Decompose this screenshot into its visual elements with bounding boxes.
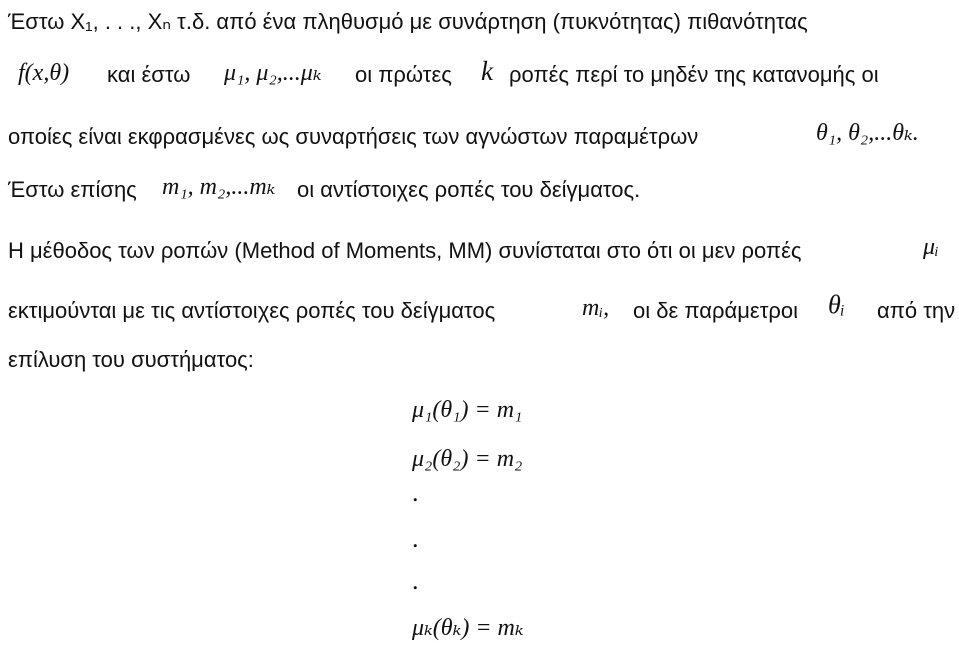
line6-text-b: οι δε παράμετροι xyxy=(633,298,799,323)
equation-2: μ₂(θ₂) = m₂ xyxy=(412,446,523,472)
line2-text-c: ροπές περί το μηδέν της κατανομής οι xyxy=(509,62,879,87)
math-pdf: f(x,θ) xyxy=(18,60,70,86)
line3-text: οποίες είναι εκφρασμένες ως συναρτήσεις των αγνώστων παραμέτρων xyxy=(8,124,699,149)
line2-text-b: οι πρώτες xyxy=(355,62,452,87)
math-population-moments: μ₁, μ₂,...μₖ xyxy=(224,60,322,86)
equation-1: μ₁(θ₁) = m₁ xyxy=(412,397,523,423)
equation-k: μₖ(θₖ) = mₖ xyxy=(412,615,524,641)
line5-text: Η μέθοδος των ροπών (Method of Moments, MM) συνίσταται στο ότι οι μεν ροπές xyxy=(8,238,802,263)
ellipsis-dot-3: . xyxy=(412,566,419,595)
line6-text-c: από την xyxy=(877,298,956,323)
ellipsis-dot-2: . xyxy=(412,524,419,553)
line6-text-a: εκτιμούνται με τις αντίστοιχες ροπές του δείγματος xyxy=(8,298,496,323)
math-parameters: θ₁, θ₂,...θₖ. xyxy=(816,120,919,146)
math-k: k xyxy=(481,56,493,86)
math-m-i: mᵢ, xyxy=(582,295,610,321)
line2-text-a: και έστω xyxy=(107,62,191,87)
line1-text: Έστω X₁, . . ., Xₙ τ.δ. από ένα πληθυσμό με συνάρτηση (πυκνότητας) πιθανότητας xyxy=(8,9,808,34)
math-theta-i: θᵢ xyxy=(828,290,845,319)
math-mu-i: μᵢ xyxy=(923,234,939,260)
line7-text: επίλυση του συστήματος: xyxy=(8,347,254,372)
ellipsis-dot-1: . xyxy=(412,478,419,507)
line4-text-b: οι αντίστοιχες ροπές του δείγματος. xyxy=(297,177,641,202)
math-sample-moments: m₁, m₂,...mₖ xyxy=(162,174,276,200)
line4-text-a: Έστω επίσης xyxy=(8,177,137,202)
